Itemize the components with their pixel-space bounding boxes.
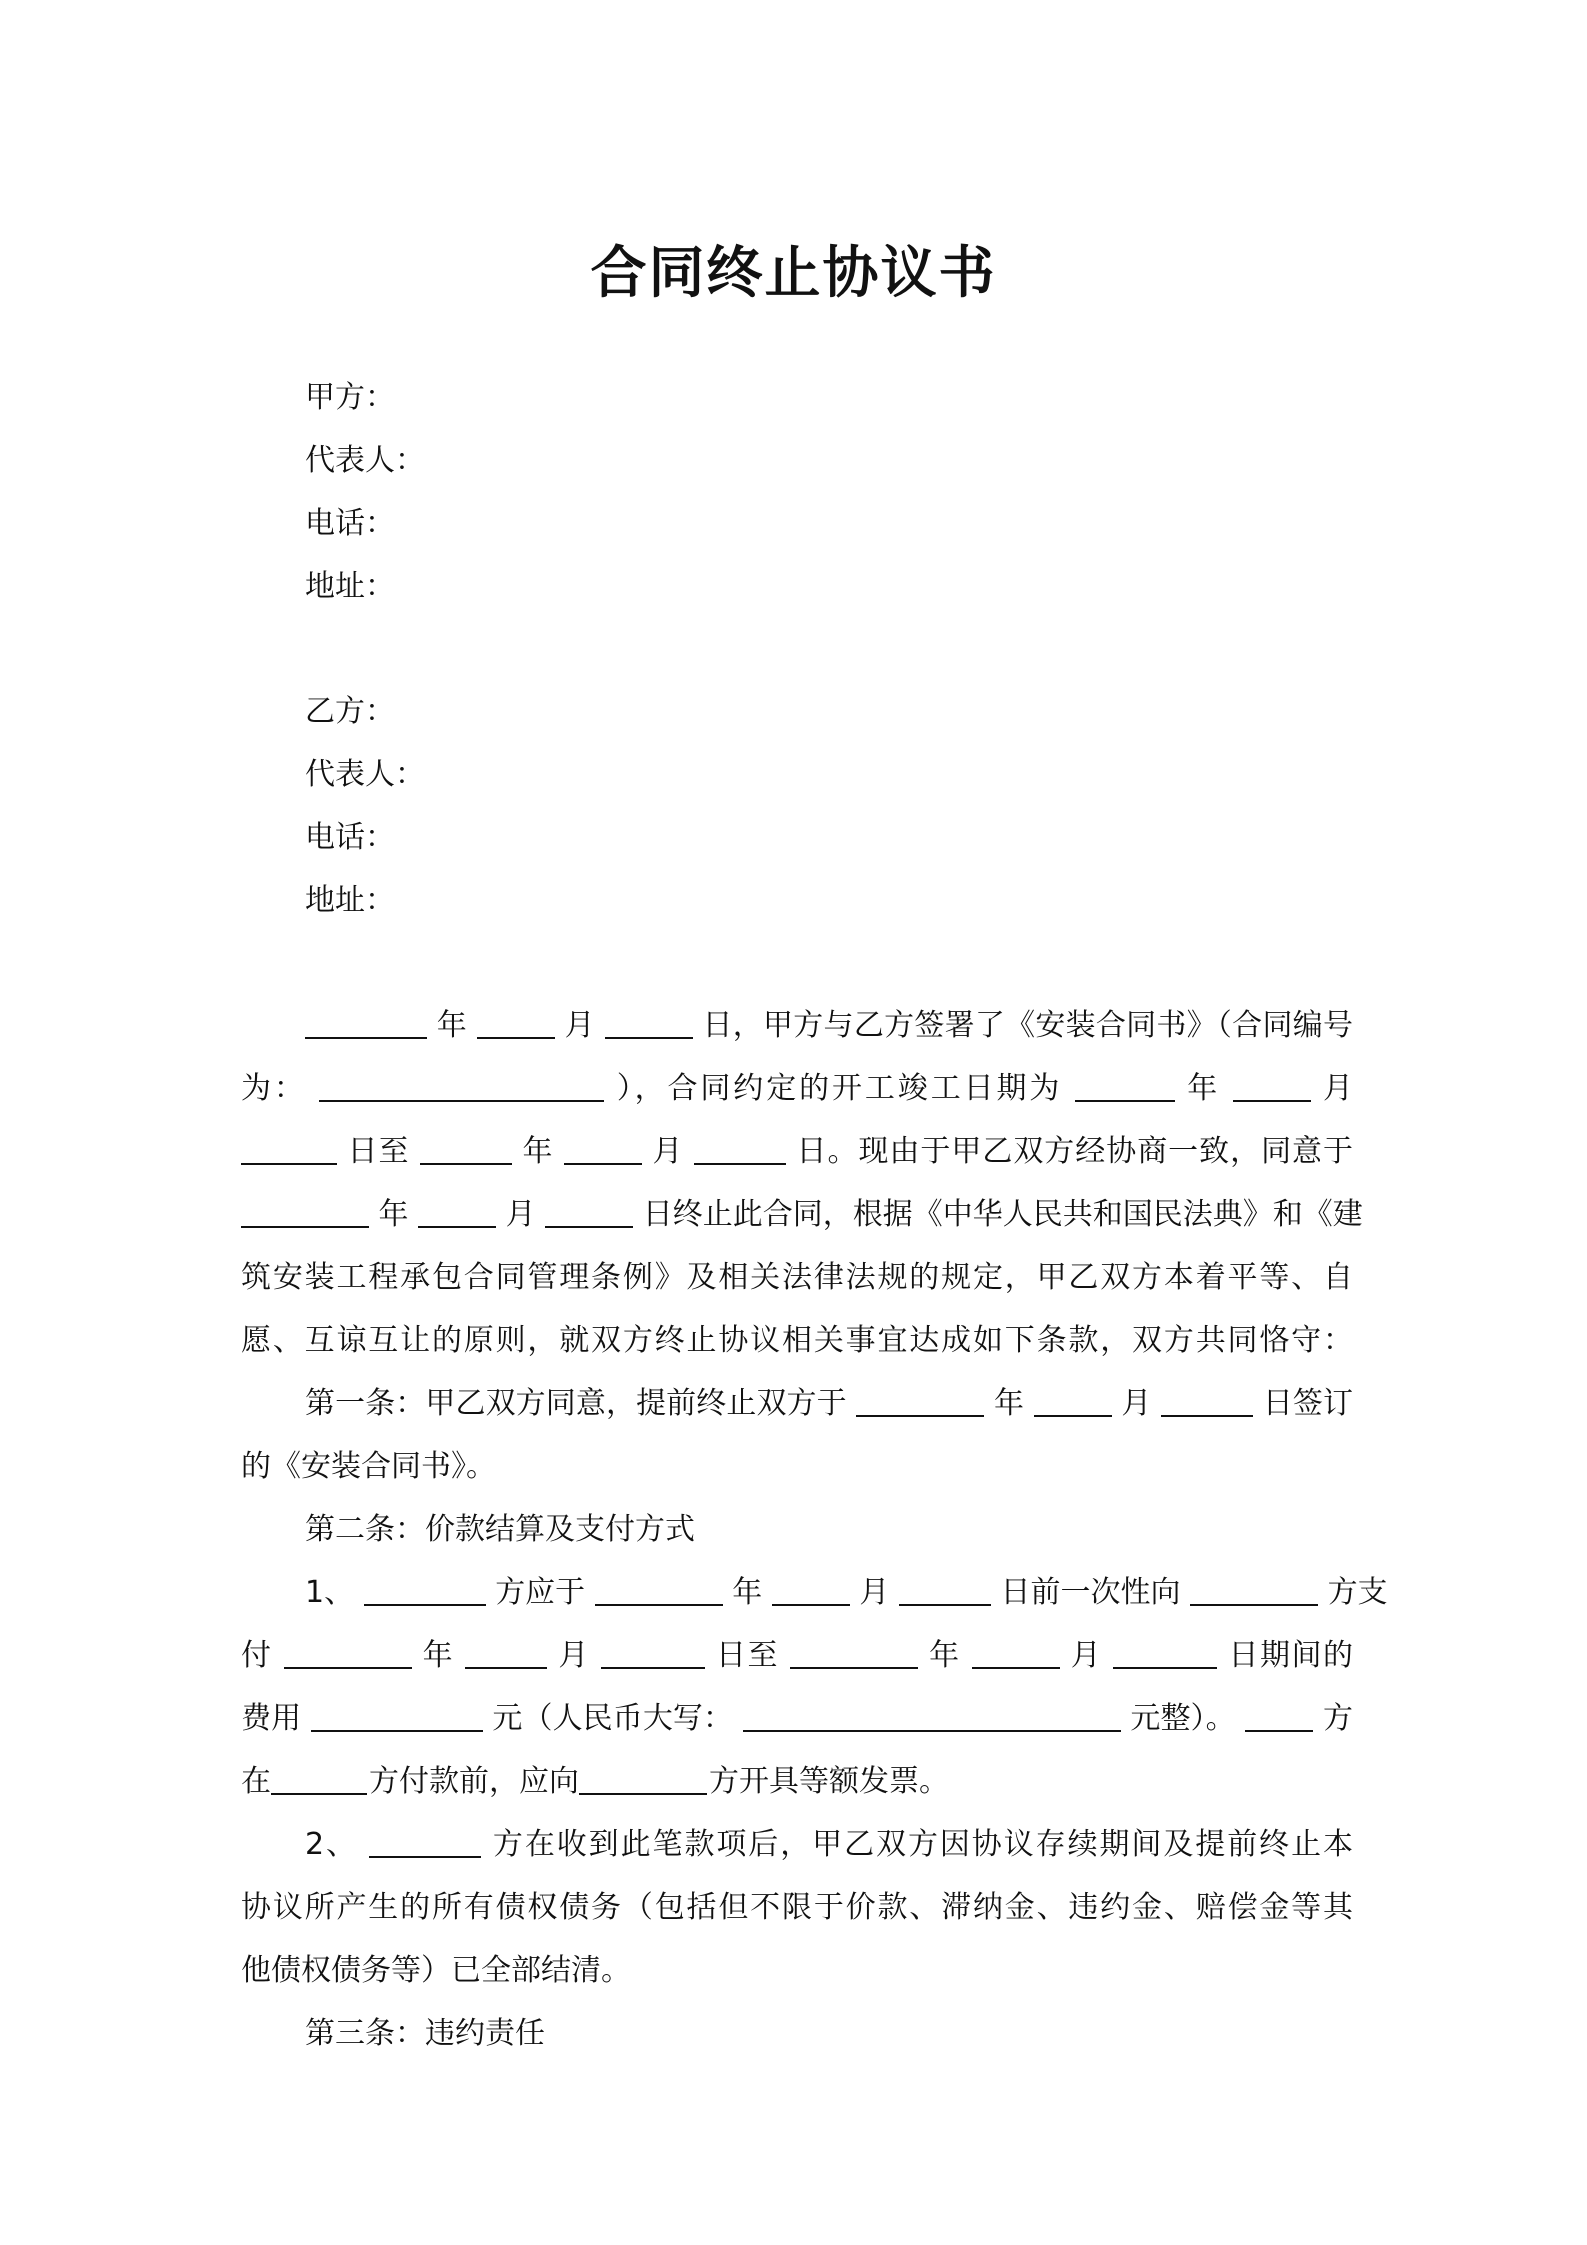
- fill-blank-party[interactable]: [1190, 1574, 1318, 1606]
- fill-blank-contract-number[interactable]: [319, 1070, 604, 1102]
- paragraph-line: 的《安装合同书》。: [241, 1449, 496, 1484]
- party-b-rep-label: 代表人：: [305, 757, 425, 792]
- clause-2-item-2-line: 2、 方在收到此笔款项后，甲乙双方因协议存续期间及提前终止本: [305, 1827, 1353, 1862]
- party-a-address-label: 地址：: [305, 569, 395, 604]
- party-a-phone-label: 电话：: [305, 506, 395, 541]
- party-b-address-label: 地址：: [305, 883, 395, 918]
- clause-3-heading: 第三条：违约责任: [305, 2016, 545, 2051]
- fill-blank-amount[interactable]: [311, 1700, 483, 1732]
- paragraph-line: 协议所产生的所有债权债务（包括但不限于价款、滞纳金、违约金、赔偿金等其: [241, 1890, 1353, 1925]
- party-b-name-label: 乙方：: [305, 694, 395, 729]
- fill-blank-party[interactable]: [364, 1574, 486, 1606]
- clause-2-heading: 第二条：价款结算及支付方式: [305, 1512, 695, 1547]
- fill-blank-day[interactable]: [601, 1637, 705, 1669]
- fill-blank-year[interactable]: [790, 1637, 918, 1669]
- fill-blank-month[interactable]: [972, 1637, 1060, 1669]
- fill-blank-day[interactable]: [545, 1196, 633, 1228]
- paragraph-line: 费用 元（人民币大写： 元整）。 方: [241, 1701, 1353, 1736]
- clause-2-item-1-line: 1、 方应于 年 月 日前一次性向 方支: [305, 1575, 1388, 1610]
- paragraph-line: 在 方付款前，应向 方开具等额发票。: [241, 1764, 949, 1799]
- paragraph-line: 为： ），合同约定的开工竣工日期为 年 月: [241, 1071, 1353, 1106]
- fill-blank-year[interactable]: [420, 1133, 512, 1165]
- fill-blank-day[interactable]: [241, 1133, 337, 1165]
- fill-blank-party[interactable]: [579, 1763, 707, 1795]
- document-title: 合同终止协议书: [590, 240, 997, 306]
- fill-blank-day[interactable]: [605, 1007, 693, 1039]
- paragraph-line: 付 年 月 日至 年 月 日期间的: [241, 1638, 1354, 1673]
- fill-blank-year[interactable]: [241, 1196, 369, 1228]
- party-b-phone-label: 电话：: [305, 820, 395, 855]
- fill-blank-amount-in-words[interactable]: [743, 1700, 1121, 1732]
- fill-blank-month[interactable]: [564, 1133, 642, 1165]
- fill-blank-day[interactable]: [694, 1133, 786, 1165]
- fill-blank-party[interactable]: [271, 1763, 367, 1795]
- paragraph-line: 筑安装工程承包合同管理条例》及相关法律法规的规定，甲乙双方本着平等、自: [241, 1260, 1353, 1295]
- fill-blank-day[interactable]: [899, 1574, 991, 1606]
- paragraph-line: 日至 年 月 日。现由于甲乙双方经协商一致，同意于: [241, 1132, 1353, 1172]
- fill-blank-month[interactable]: [477, 1007, 555, 1039]
- fill-blank-month[interactable]: [772, 1574, 850, 1606]
- fill-blank-month[interactable]: [1034, 1385, 1112, 1417]
- fill-blank-party[interactable]: [1245, 1700, 1313, 1732]
- fill-blank-year[interactable]: [856, 1385, 984, 1417]
- party-a-name-label: 甲方：: [305, 380, 395, 415]
- fill-blank-month[interactable]: [418, 1196, 496, 1228]
- fill-blank-day[interactable]: [1113, 1637, 1217, 1669]
- fill-blank-year[interactable]: [284, 1637, 412, 1669]
- party-a-rep-label: 代表人：: [305, 443, 425, 478]
- fill-blank-month[interactable]: [1233, 1070, 1311, 1102]
- agreement-body: [241, 0, 1388, 2245]
- paragraph-line: 年 月 日终止此合同，根据《中华人民共和国民法典》和《建: [241, 1195, 1353, 1235]
- fill-blank-party[interactable]: [369, 1826, 481, 1858]
- fill-blank-day[interactable]: [1161, 1385, 1253, 1417]
- paragraph-line: 愿、互谅互让的原则，就双方终止协议相关事宜达成如下条款，双方共同恪守：: [241, 1323, 1353, 1358]
- fill-blank-year[interactable]: [1075, 1070, 1175, 1102]
- fill-blank-year[interactable]: [305, 1007, 427, 1039]
- clause-1-line: 第一条：甲乙双方同意，提前终止双方于 年 月 日签订: [305, 1386, 1354, 1421]
- paragraph-line: 年 月 日，甲方与乙方签署了《安装合同书》（合同编号: [305, 1006, 1353, 1046]
- fill-blank-month[interactable]: [465, 1637, 547, 1669]
- fill-blank-year[interactable]: [595, 1574, 723, 1606]
- paragraph-line: 他债权债务等）已全部结清。: [241, 1953, 631, 1988]
